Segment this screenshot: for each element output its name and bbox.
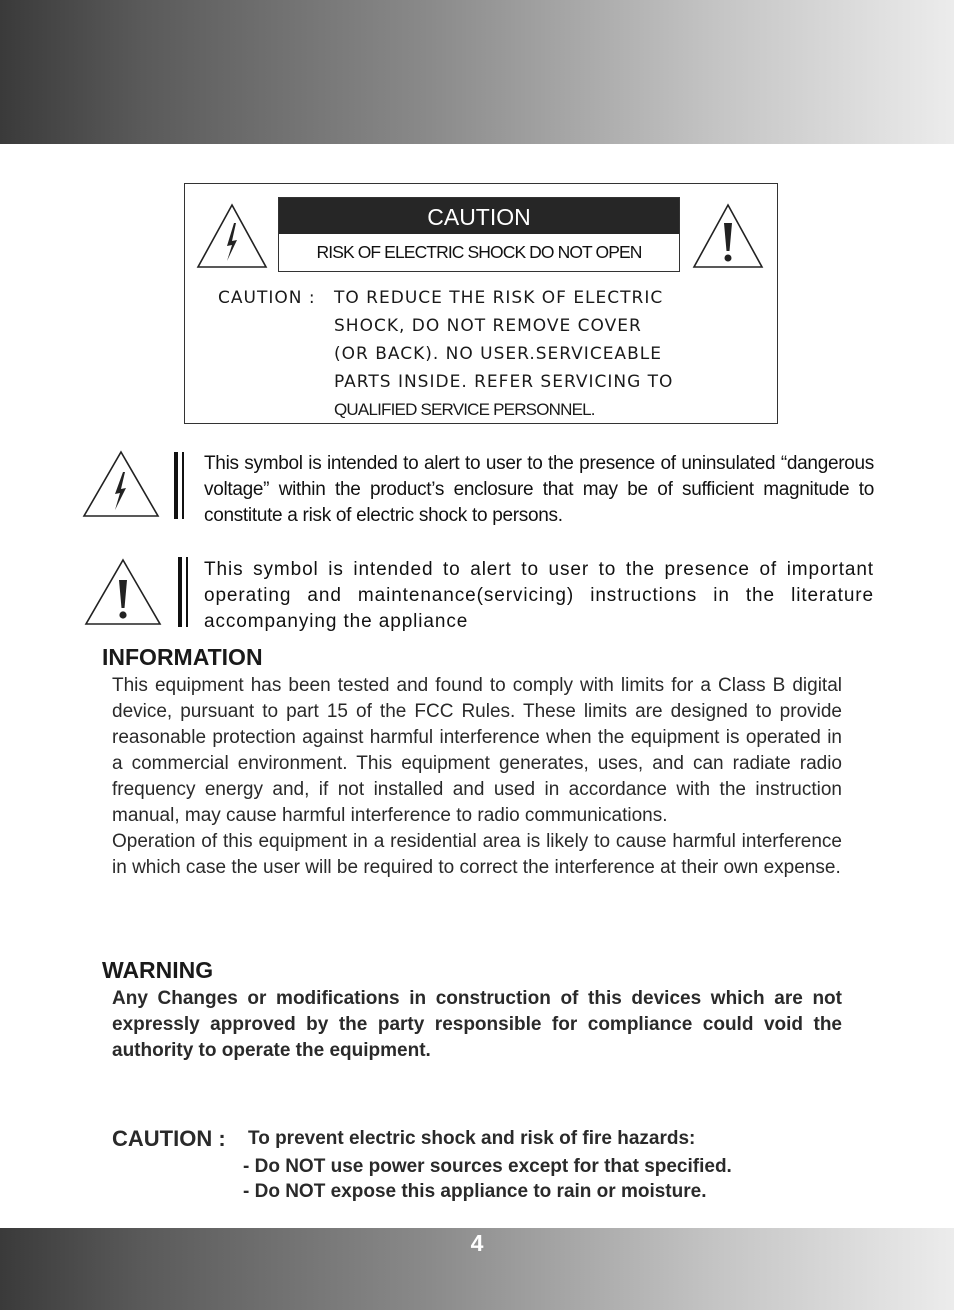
caution-label-subheading: RISK OF ELECTRIC SHOCK DO NOT OPEN: [316, 242, 642, 262]
caution-notice-prefix: CAUTION :: [218, 288, 316, 308]
divider-bar: [182, 452, 184, 519]
caution-bottom-label: CAUTION :: [112, 1126, 226, 1151]
caution-label: [278, 197, 680, 272]
caution-notice-line: (OR BACK). NO USER.SERVICEABLE: [334, 344, 662, 364]
information-paragraph: This equipment has been tested and found to comply with limits for a Class B digital device, pursuant to part 15 of the FCC Rules. These limits are designed to provide reasonable protection against harmful interference when the equipment is operated in a commercial environment. This equipment generates, uses, and can radiate radio frequency energy and, if not installed and used in accordance with the instruction manual, may cause harmful interference to radio communications.: [112, 675, 842, 826]
caution-notice-line: QUALIFIED SERVICE PERSONNEL.: [334, 400, 595, 419]
caution-bottom-intro: To prevent electric shock and risk of fire hazards:: [248, 1128, 696, 1149]
caution-bottom-item: - Do NOT expose this appliance to rain or moisture.: [243, 1181, 707, 1202]
lightning-triangle-icon: [196, 203, 268, 269]
divider-bar: [178, 557, 182, 627]
caution-notice-line: TO REDUCE THE RISK OF ELECTRIC: [334, 288, 664, 308]
page-number: 4: [470, 1230, 484, 1256]
divider-bar: [174, 452, 178, 519]
information-heading: INFORMATION: [102, 644, 263, 670]
caution-label-heading: CAUTION: [279, 198, 679, 234]
header-band: [0, 0, 954, 144]
caution-notice-line: PARTS INSIDE. REFER SERVICING TO: [334, 372, 674, 392]
information-body: [112, 673, 842, 881]
divider-bar: [186, 557, 188, 627]
symbol-description: This symbol is intended to alert to user to the presence of uninsulated “dangerous voltage” within the product’s enclosure that may be of sufficient magnitude to constitute a risk of electric shock to persons.: [204, 453, 874, 526]
lightning-triangle-icon: [82, 450, 160, 518]
caution-notice-line: SHOCK, DO NOT REMOVE COVER: [334, 316, 642, 336]
caution-bottom-item: - Do NOT use power sources except for that specified.: [243, 1156, 732, 1177]
warning-text: Any Changes or modifications in construction of this devices which are not expressly approved by the party responsible for compliance could void the authority to operate the equipment.: [112, 988, 842, 1061]
exclamation-triangle-icon: [84, 558, 162, 626]
information-paragraph: Operation of this equipment in a residential area is likely to cause harmful interference in which case the user will be required to correct the interference at their own expense.: [112, 831, 842, 878]
symbol-description: This symbol is intended to alert to user to the presence of important operating and maintenance(servicing) instructions in the literature accompanying the appliance: [204, 559, 874, 632]
exclamation-triangle-icon: [692, 203, 764, 269]
warning-heading: WARNING: [102, 957, 214, 983]
